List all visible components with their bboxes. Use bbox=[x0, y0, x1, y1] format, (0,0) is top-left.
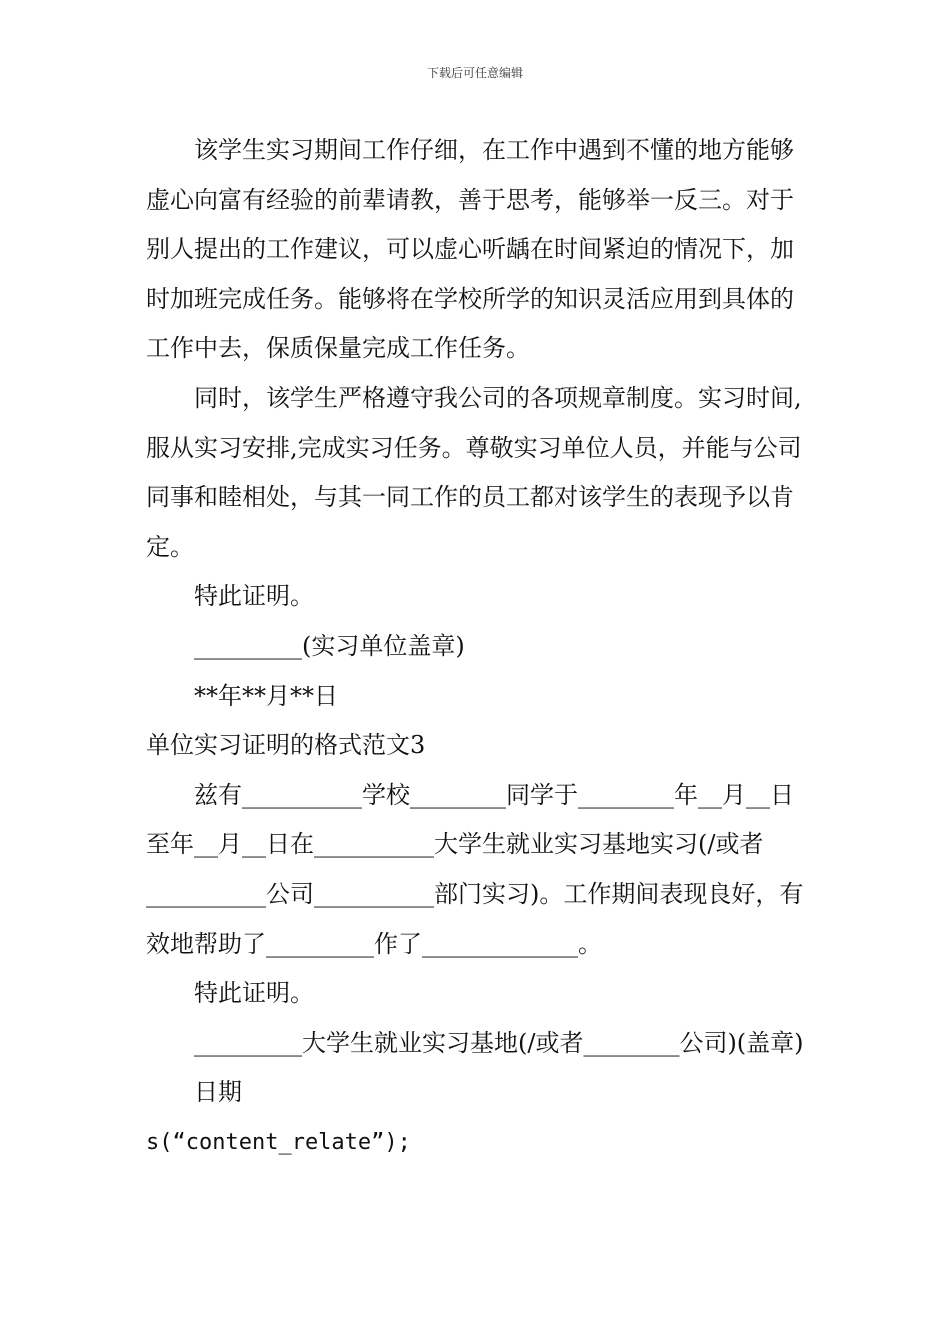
stamp-line-2: _________大学生就业实习基地(/或者________公司)(盖章) bbox=[194, 1028, 804, 1057]
certify-statement-2: 特此证明。 bbox=[194, 979, 314, 1008]
date-line: **年**月**日 bbox=[194, 681, 338, 710]
code-snippet: s(“content_relate”); bbox=[146, 1129, 411, 1155]
date-label: 日期 bbox=[194, 1078, 242, 1107]
page-header-note: 下载后可任意编辑 bbox=[426, 66, 523, 80]
document-body bbox=[146, 126, 806, 1167]
stamp-line: _________(实习单位盖章) bbox=[194, 631, 465, 660]
section-title: 单位实习证明的格式范文3 bbox=[146, 731, 426, 760]
paragraph-template-3: 兹有__________学校________同学于________年__月__日至年__月__日在__________大学生就业实习基地实习(/或者__________公司__________部门实习)。工作期间表现良好，有效地帮助了_________作了_____________。 bbox=[146, 780, 804, 958]
paragraph-compliance: 同时，该学生严格遵守我公司的各项规章制度。实习时间,服从实习安排,完成实习任务。尊敬实习单位人员，并能与公司同事和睦相处，与其一同工作的员工都对该学生的表现予以肯定。 bbox=[146, 383, 802, 561]
certify-statement: 特此证明。 bbox=[194, 582, 314, 611]
paragraph-internship-performance: 该学生实习期间工作仔细，在工作中遇到不懂的地方能够虚心向富有经验的前辈请教，善于思考，能够举一反三。对于别人提出的工作建议，可以虚心听龋在时间紧迫的情况下，加时加班完成任务。能够将在学校所学的知识灵活应用到具体的工作中去，保质保量完成工作任务。 bbox=[146, 136, 794, 363]
